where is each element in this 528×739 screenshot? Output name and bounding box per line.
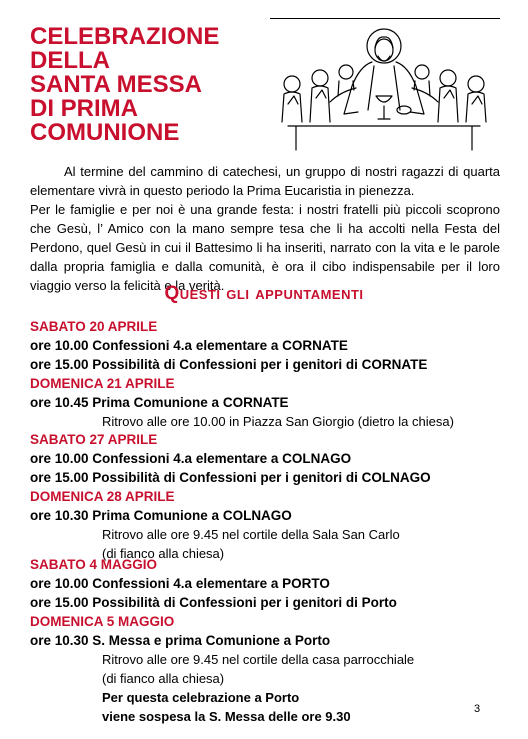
schedule-cornate (30, 317, 500, 431)
schedule-event: ore 15.00 Possibilità di Confessioni per i genitori di CORNATE (30, 357, 428, 372)
intro-text (30, 162, 500, 295)
schedule-date: SABATO 20 APRILE (30, 319, 158, 334)
schedule-event: ore 10.00 Confessioni 4.a elementare a PORTO (30, 576, 330, 591)
schedule-note: Ritrovo alle ore 9.45 nel cortile della Sala San Carlo (102, 527, 400, 542)
schedule-event: ore 10.30 Prima Comunione a COLNAGO (30, 508, 292, 523)
schedule-date: DOMENICA 28 APRILE (30, 489, 175, 504)
page-title (30, 25, 260, 145)
schedule-date: DOMENICA 5 MAGGIO (30, 614, 175, 629)
schedule-event: ore 10.45 Prima Comunione a CORNATE (30, 395, 289, 410)
page-number: 3 (474, 703, 481, 715)
schedule-notice: viene sospesa la S. Messa delle ore 9.30 (102, 709, 351, 724)
schedule-event: ore 10.00 Confessioni 4.a elementare a CORNATE (30, 338, 348, 353)
schedule-note: Ritrovo alle ore 10.00 in Piazza San Giorgio (dietro la chiesa) (102, 414, 454, 429)
schedule-event: ore 10.30 S. Messa e prima Comunione a Porto (30, 633, 331, 648)
schedule-date: DOMENICA 21 APRILE (30, 376, 175, 391)
schedule-event: ore 15.00 Possibilità di Confessioni per i genitori di Porto (30, 595, 397, 610)
schedule-event: ore 10.00 Confessioni 4.a elementare a COLNAGO (30, 451, 352, 466)
schedule-colnago (30, 430, 500, 563)
schedule-date: SABATO 27 APRILE (30, 432, 158, 447)
schedule-note: Ritrovo alle ore 9.45 nel cortile della casa parrocchiale (102, 652, 415, 667)
schedule-note: (di fianco alla chiesa) (102, 546, 225, 561)
title-line: CELEBRAZIONE (30, 23, 220, 50)
title-line: DELLA (30, 47, 110, 74)
schedule-date: SABATO 4 MAGGIO (30, 557, 158, 572)
top-rule (270, 18, 500, 19)
last-supper-illustration (268, 26, 500, 156)
section-heading: Questi gli appuntamenti (164, 283, 364, 304)
intro-paragraph: Al termine del cammino di catechesi, un gruppo di nostri ragazzi di quarta elementare vivrà in questo periodo la Prima Eucaristia in pienezza. (30, 164, 500, 198)
title-line: COMUNIONE (30, 119, 180, 146)
schedule-event: ore 15.00 Possibilità di Confessioni per i genitori di COLNAGO (30, 470, 431, 485)
intro-paragraph: Per le famiglie e per noi è una grande festa: i nostri fratelli più piccoli scoprono che Gesù, l’ Amico con la mano sempre tesa che li ha accolti nella Festa del Perdono, quel Gesù in cui il Battesimo li ha inseriti, narrato con la vita e le parole dalla propria famiglia e dalla comunità, è ora il cibo indispensabile per il loro viaggio verso la felicità e la verità. (30, 202, 500, 293)
schedule-notice: Per questa celebrazione a Porto (102, 690, 300, 705)
schedule-porto (30, 555, 500, 726)
schedule-note: (di fianco alla chiesa) (102, 671, 225, 686)
title-line: SANTA MESSA (30, 71, 203, 98)
title-line: DI PRIMA (30, 95, 138, 122)
